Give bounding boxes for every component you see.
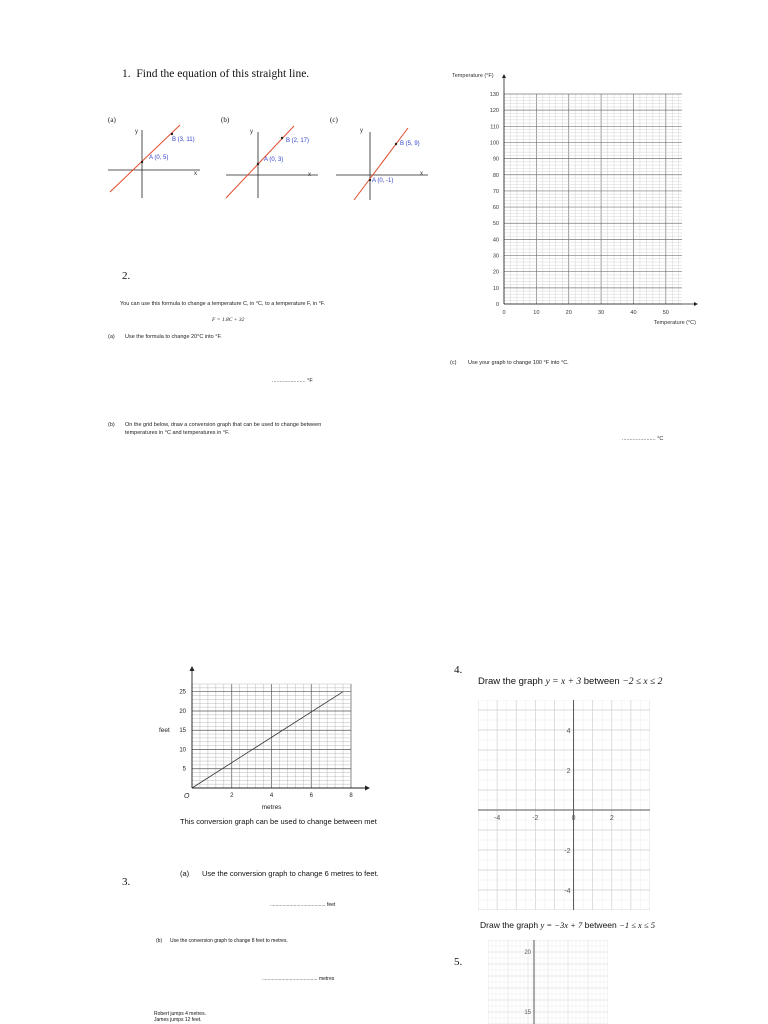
q1c-y-label: y: [360, 128, 363, 134]
y-tick-label: 60: [492, 205, 499, 212]
y-tick-label: 90: [492, 156, 499, 163]
y-tick-label: 25: [179, 689, 186, 696]
q2b-text-line1: On the grid below, draw a conversion graph that can be used to change between: [125, 422, 322, 428]
conversion-line: [192, 692, 343, 788]
q3a-answer-line[interactable]: [270, 902, 335, 908]
y-tick-label: 40: [492, 237, 499, 244]
q3-note-line1: Robert jumps 4 metres.: [154, 1011, 206, 1017]
q4-text-mid: between: [581, 676, 623, 687]
q2-intro: You can use this formula to change a temperature C, in °C, to a temperature F, in °F.: [120, 301, 326, 307]
y-tick-label: 80: [492, 172, 499, 179]
q1c-line: [354, 128, 408, 200]
x-tick-label: 8: [349, 793, 353, 799]
q1a-line: [110, 125, 180, 192]
q2a-answer-line[interactable]: [272, 378, 313, 384]
q1-number: 1.: [122, 68, 131, 80]
q3b-answer-unit: metres: [318, 976, 335, 982]
q1c-label: (c): [330, 116, 338, 124]
q4-equation: y = x + 3: [545, 677, 582, 687]
q1c-graph: [332, 120, 442, 202]
q5-equation: y = −3x + 7: [540, 920, 583, 930]
y-axis-label: feet: [159, 727, 170, 735]
x-axis-label: metres: [261, 804, 282, 811]
q2c-answer-unit: °C: [657, 436, 664, 442]
q4-number: 4.: [454, 664, 463, 676]
x-axis-arrow: [694, 302, 698, 306]
x-tick-label: 10: [533, 310, 540, 316]
y-tick-label: 20: [524, 950, 531, 956]
y-tick-label: 50: [492, 221, 499, 228]
q3b-answer-dots: ........................................: [262, 976, 318, 982]
q1b-y-label: y: [250, 129, 253, 135]
q5-text-prefix: Draw the graph: [480, 920, 541, 930]
y-tick-label: 5: [182, 766, 186, 773]
y-tick-label: 70: [492, 188, 499, 195]
q1c-point-b-label: B (5, 9): [400, 141, 420, 147]
q3a-label: (a): [180, 869, 190, 878]
q1c-x-label: x: [420, 171, 423, 177]
y-tick-label: 2: [566, 768, 571, 775]
q2a-label: (a): [108, 334, 115, 340]
q1a-y-label: y: [135, 129, 138, 135]
x-axis-label: Temperature (°C): [653, 320, 696, 326]
x-tick-label: 2: [230, 793, 234, 799]
y-axis-label: Temperature (°F): [452, 73, 494, 79]
q1a-x-label: x: [194, 171, 197, 177]
q3-number: 3.: [122, 876, 131, 888]
q3b-label: (b): [156, 938, 163, 944]
y-tick-label: -2: [564, 848, 571, 855]
y-tick-label: -4: [564, 888, 571, 895]
y-tick-label: 100: [489, 140, 499, 147]
q5-number: 5.: [454, 956, 463, 968]
y-tick-label: 10: [492, 285, 499, 292]
y-tick-label: 120: [489, 108, 499, 115]
q3-note-line2: James jumps 12 feet.: [154, 1017, 202, 1023]
x-tick-label: 30: [598, 310, 605, 316]
q1c-point-a: [369, 179, 371, 181]
metres-feet-chart: [155, 662, 385, 812]
q5-text-mid: between: [582, 920, 620, 930]
q2a-answer-unit: °F: [307, 378, 313, 384]
x-tick-label: -2: [532, 815, 539, 822]
q1b-label: (b): [221, 116, 230, 124]
y-tick-label: 130: [489, 92, 499, 98]
q5-range: −1 ≤ x ≤ 5: [619, 920, 655, 930]
q4-range: −2 ≤ x ≤ 2: [622, 677, 663, 687]
x-tick-label: 50: [662, 310, 669, 316]
q3a-answer-dots: ........................................: [270, 902, 326, 908]
q1a-point-b: [171, 133, 173, 135]
x-axis-arrow: [365, 786, 370, 791]
x-tick-label: 0: [571, 815, 576, 822]
q2-formula: F = 1.8C + 32: [212, 317, 245, 323]
q3-note: [154, 1011, 206, 1023]
x-tick-label: 2: [609, 815, 614, 822]
x-tick-label: 6: [309, 793, 313, 799]
x-tick-label: 0: [502, 310, 506, 316]
q2a-answer-dots: ......................: [272, 378, 306, 384]
y-tick-label: 110: [490, 124, 499, 131]
q2b-label: (b): [108, 422, 115, 428]
q1a-label: (a): [108, 116, 116, 124]
q3-caption: This conversion graph can be used to change between met: [180, 817, 377, 826]
x-tick-label: 4: [269, 793, 274, 799]
y-axis-arrow: [190, 666, 195, 671]
q5-grid-chart[interactable]: [488, 940, 608, 1024]
q1b-point-a: [257, 163, 259, 165]
q1b-point-b: [281, 137, 283, 139]
q1b-x-label: x: [308, 172, 311, 178]
q2c-label: (c): [450, 360, 457, 366]
q1-title: Find the equation of this straight line.: [136, 68, 310, 80]
q1c-point-b: [395, 143, 397, 145]
y-tick-label: 15: [524, 1010, 531, 1016]
y-tick-label: 20: [179, 708, 186, 715]
q3b-answer-line[interactable]: [262, 976, 334, 982]
y-tick-label: 4: [566, 728, 571, 735]
y-tick-label: 15: [179, 728, 186, 735]
q1b-point-b-label: B (2, 17): [286, 138, 310, 144]
origin-label: O: [184, 793, 190, 800]
q2b-text-line2: temperatures in °C and temperatures in °F.: [125, 430, 230, 436]
q1a-point-a-label: A (0, 5): [149, 155, 169, 161]
q2-number: 2.: [122, 270, 131, 282]
q4-text-prefix: Draw the graph: [478, 676, 546, 687]
x-tick-label: 20: [565, 310, 572, 316]
q3a-answer-unit: feet: [326, 902, 336, 908]
q1a-point-b-label: B (3, 11): [172, 137, 195, 143]
x-tick-label: 40: [630, 310, 637, 316]
q1-heading: [122, 68, 309, 80]
temperature-grid-chart[interactable]: [446, 64, 706, 332]
q5-instruction: [480, 920, 655, 930]
y-tick-label: 30: [492, 253, 499, 260]
q4-instruction: [478, 676, 662, 687]
y-tick-label: 20: [492, 269, 499, 276]
q1a-point-a: [141, 161, 143, 163]
q4-grid-chart[interactable]: [478, 700, 650, 910]
x-tick-label: -4: [493, 815, 501, 822]
q1c-point-a-label: A (0, -1): [372, 178, 394, 184]
q2c-answer-dots: ......................: [622, 436, 656, 442]
q3a-text: Use the conversion graph to change 6 metres to feet.: [202, 869, 379, 878]
q3b-text: Use the conversion graph to change 8 feet to metres.: [170, 938, 288, 944]
q2c-text: Use your graph to change 100 °F into °C.: [468, 360, 569, 366]
y-tick-label: 10: [179, 747, 186, 754]
q2a-text: Use the formula to change 20°C into °F.: [125, 334, 222, 340]
q1b-line: [226, 126, 294, 198]
q2c-answer-line[interactable]: [622, 436, 663, 442]
y-tick-label: 0: [495, 302, 499, 308]
q1b-point-a-label: A (0, 3): [264, 157, 284, 163]
y-axis-arrow: [502, 74, 506, 78]
